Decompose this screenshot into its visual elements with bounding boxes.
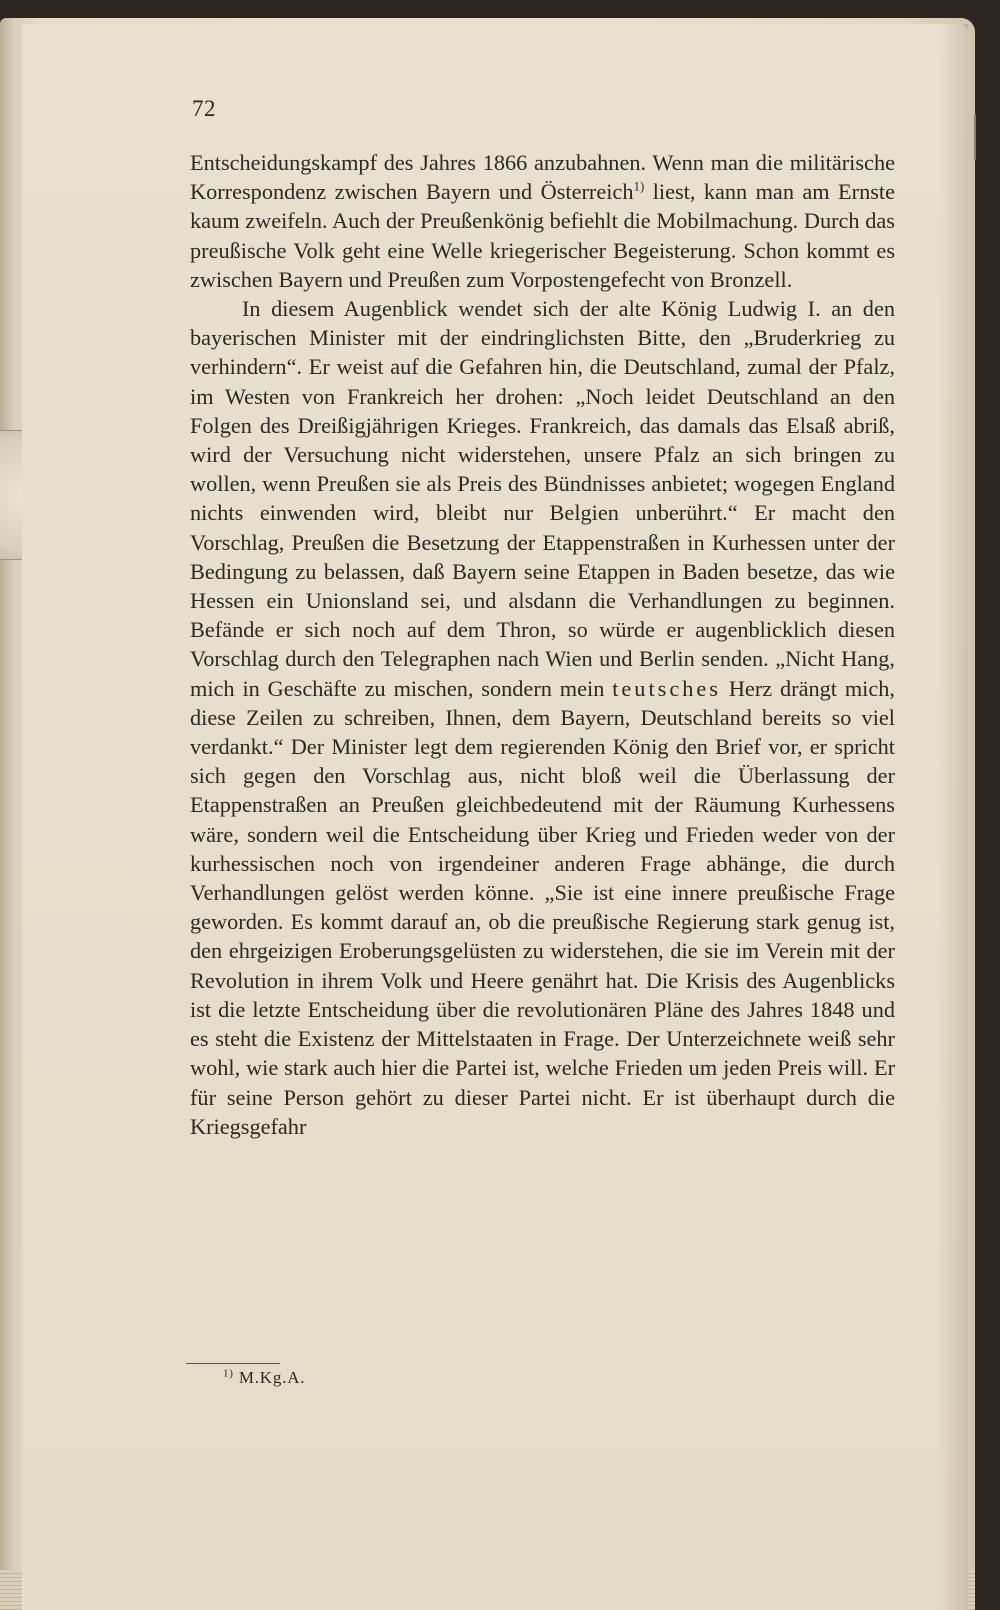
margin-mark: [974, 114, 976, 160]
paragraph-2: [190, 294, 895, 1141]
gutter-shadow: [938, 24, 968, 1610]
paragraph-1-text: Entscheidungskampf des Jahres 1866 anzubahnen. Wenn man die militärische Korrespondenz zwischen Bayern und Österreich: [190, 150, 895, 205]
page-number: 72: [192, 96, 216, 121]
footnote-mark: 1): [223, 1367, 234, 1380]
footnote-text: M.Kg.A.: [233, 1368, 306, 1387]
paragraph-1: [190, 148, 895, 294]
paragraph-2-text-continued: Herz drängt mich, diese Zeilen zu schreiben, Ihnen, dem Bayern, Deutschland bereits so viel verdankt.“ Der Minister legt dem regierenden König den Brief vor, er spricht sich gegen den Vorschlag aus, nicht bloß weil die Überlassung der Etappenstraßen an Preußen gleichbedeutend mit der Räumung Kurhessens wäre, sondern weil die Entscheidung über Krieg und Frieden weder von der kurhessischen noch von irgendeiner anderen Frage abhänge, die durch Verhandlungen gelöst werden könne. „Sie ist eine innere preußische Frage geworden. Es kommt darauf an, ob die preußische Regierung stark genug ist, den ehrgeizigen Eroberungsgelüsten zu widerstehen, die sie im Verein mit der Revolution in ihrem Volk und Heere genährt hat. Die Krisis des Augenblicks ist die letzte Entscheidung über die revolutionären Pläne des Jahres 1848 und es steht die Existenz der Mittelstaaten in Frage. Der Unterzeichnete weiß sehr wohl, wie stark auch hier die Partei ist, welche Frieden um jeden Preis will. Er für seine Person gehört zu dieser Partei nicht. Er ist überhaupt durch die Kriegsgefahr: [190, 675, 895, 1139]
paragraph-1-text-continued: liest, kann man am Ernste kaum zweifeln. Auch der Preußenkönig befiehlt die Mobilmachung. Durch das preußische Volk geht eine Welle kriegerischer Begeisterung. Schon kommt es zwischen Bayern und Preußen zum Vorpostengefecht von Bronzell.: [190, 179, 895, 292]
footnote: [223, 1368, 305, 1388]
paragraph-2-text: In diesem Augenblick wendet sich der alte König Ludwig I. an den bayerischen Minister mit der eindringlichsten Bitte, den „Bruderkrieg zu verhindern“. Er weist auf die Gefahren hin, die Deutschland, zumal der Pfalz, im Westen von Frankreich her drohen: „Noch leidet Deutschland an den Folgen des Dreißigjährigen Krieges. Frankreich, das damals das Elsaß abriß, wird der Versuchung nicht widerstehen, unsere Pfalz an sich bringen zu wollen, wenn Preußen sie als Preis des Bündnisses anbietet; wogegen England nichts einwenden wird, bleibt nur Belgien unberührt.“ Er macht den Vorschlag, Preußen die Besetzung der Etappenstraßen in Kurhessen unter der Bedingung zu belassen, daß Bayern seine Etappen in Baden besetze, das wie Hessen ein Unionsland sei, und alsdann die Verhandlungen zu beginnen. Befände er sich noch auf dem Thron, so würde er augenblicklich diesen Vorschlag durch den Telegraphen nach Wien und Berlin senden. „Nicht Hang, mich in Geschäfte zu mischen, sondern mein: [190, 296, 895, 701]
body-text: [190, 148, 895, 1141]
footnote-divider: [186, 1363, 280, 1364]
emphasized-word: teutsches: [612, 675, 721, 701]
footnote-reference: 1): [633, 178, 645, 194]
